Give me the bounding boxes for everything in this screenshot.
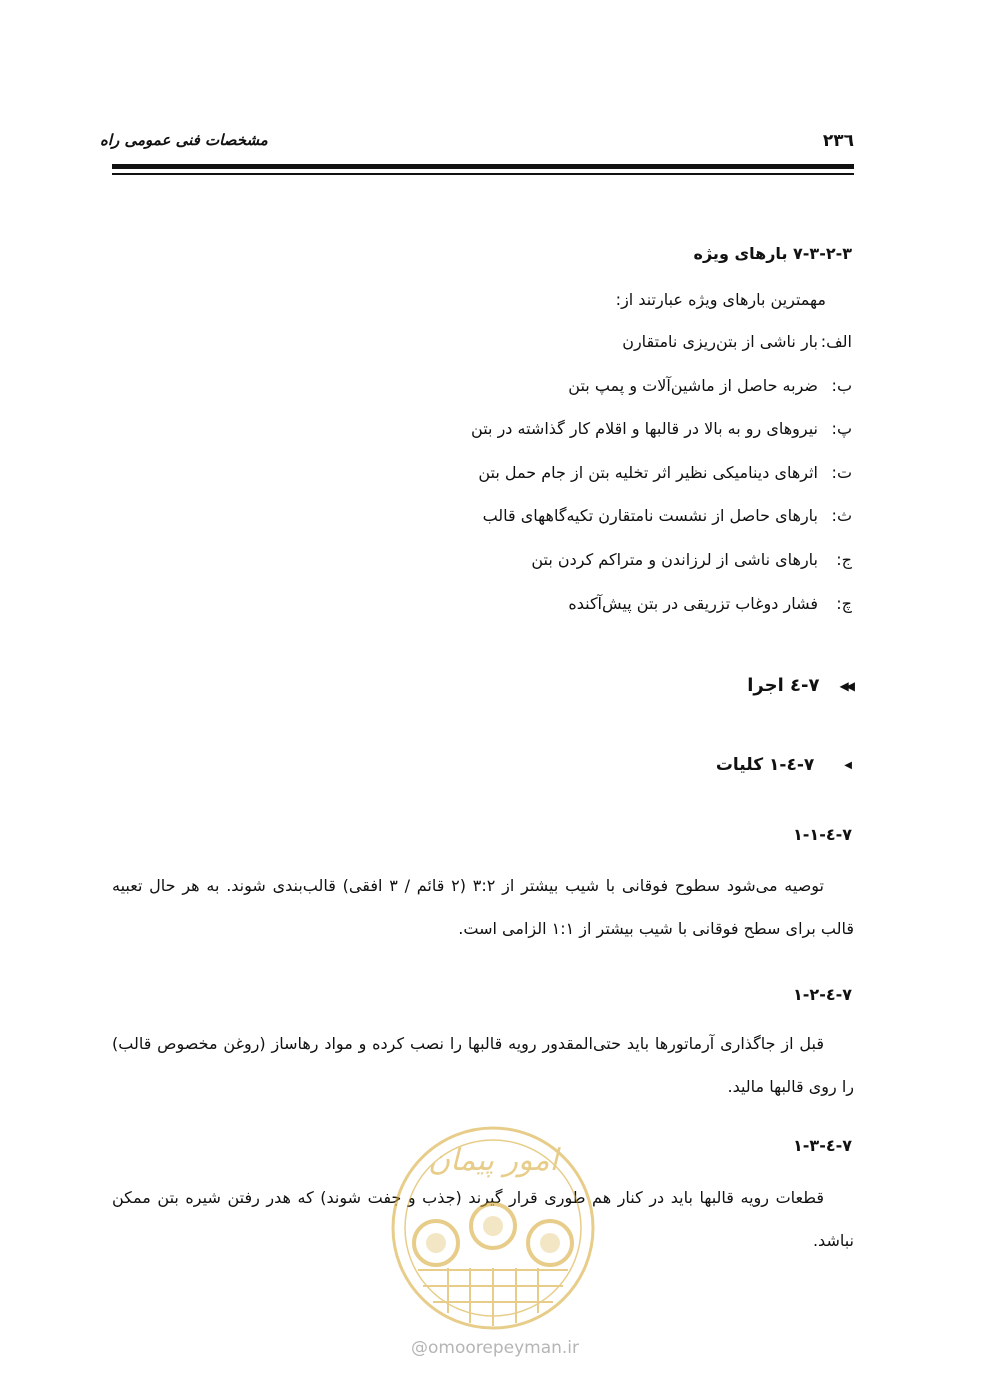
list-item-text: ضربه حاصل از ماشین‌آلات و پمپ بتن [568, 375, 818, 395]
subsection-heading-text: ۷-٤-۱ کلیات [715, 755, 815, 775]
list-item-text: نیروهای رو به بالا در قالبها و اقلام کار گذاشته در بتن [471, 419, 818, 439]
header-rule-thick [112, 164, 854, 169]
list-item-label: ت: [831, 462, 852, 482]
list-item [471, 376, 852, 420]
section-heading-text: ۷-٤ اجرا [747, 675, 820, 696]
list-item-text: بارهای حاصل از نشست نامتقارن تکیه‌گاههای قالب [482, 506, 818, 526]
clause-number: ۷-٤-۱-۱ [793, 825, 852, 844]
list-item [471, 463, 852, 507]
list-item [471, 550, 852, 594]
clause-paragraph: توصیه می‌شود سطوح فوقانی با شیب بیشتر از ۳:۲ (۲ قائم / ۳ افقی) قالب‌بندی شوند. به هر حال تعبیه قالب برای سطح فوقانی با شیب بیشتر از ۱:۱ الزامی است. [112, 876, 854, 938]
clause-number: ۷-٤-۱-۳ [793, 1136, 852, 1155]
subsection-heading [716, 755, 852, 775]
subsection-intro: مهمترین بارهای ویژه عبارتند از: [615, 290, 826, 309]
watermark-logo-text: امور پیمان [428, 1143, 558, 1178]
list-item-text: فشار دوغاب تزریقی در بتن پیش‌آکنده [568, 593, 818, 613]
double-triangle-marker-icon: ◀◀ [839, 678, 852, 693]
list-item-label: پ: [831, 419, 852, 439]
list-item [471, 506, 852, 550]
list-item-text: بارهای ناشی از لرزاندن و متراکم کردن بتن [531, 549, 818, 569]
section-heading [747, 675, 852, 696]
at-sign-icon: @ [410, 1338, 428, 1358]
triangle-marker-icon: ◀ [844, 759, 852, 771]
watermark-url-text: omoorepeyman.ir [427, 1338, 580, 1358]
running-header-title: مشخصات فنی عمومی راه [100, 131, 268, 149]
list-item-label: چ: [836, 593, 852, 613]
page-number: ۲۳٦ [822, 131, 854, 151]
special-loads-list [471, 332, 852, 637]
watermark-logo-icon [378, 1118, 608, 1338]
list-item [471, 332, 852, 376]
list-item-text: اثرهای دینامیکی نظیر اثر تخلیه بتن از جام حمل بتن [478, 462, 818, 482]
list-item-text: بار ناشی از بتن‌ریزی نامتقارن [622, 332, 818, 351]
list-item-label: ث: [831, 506, 852, 526]
clause-paragraph: قطعات رویه قالبها باید در کنار هم طوری قرار گیرند (جذب و جفت شوند) که هدر رفتن شیره بتن ممکن نباشد. [112, 1188, 854, 1250]
watermark-url [390, 1338, 600, 1358]
header-rule-thin [112, 173, 854, 175]
clause-paragraph: قبل از جاگذاری آرماتورها باید حتی‌المقدور رویه قالبها را نصب کرده و مواد رهاساز (روغن مخصوص قالب) را روی قالبها مالید. [112, 1034, 854, 1096]
list-item-label: الف: [820, 332, 852, 351]
list-item-label: ج: [836, 549, 852, 569]
list-item [471, 594, 852, 638]
list-item-label: ب: [831, 375, 852, 395]
clause-number: ۷-٤-۱-۲ [793, 985, 852, 1004]
subsection-title: ۷-۳-۲-۳ بارهای ویژه [693, 244, 852, 263]
list-item [471, 419, 852, 463]
